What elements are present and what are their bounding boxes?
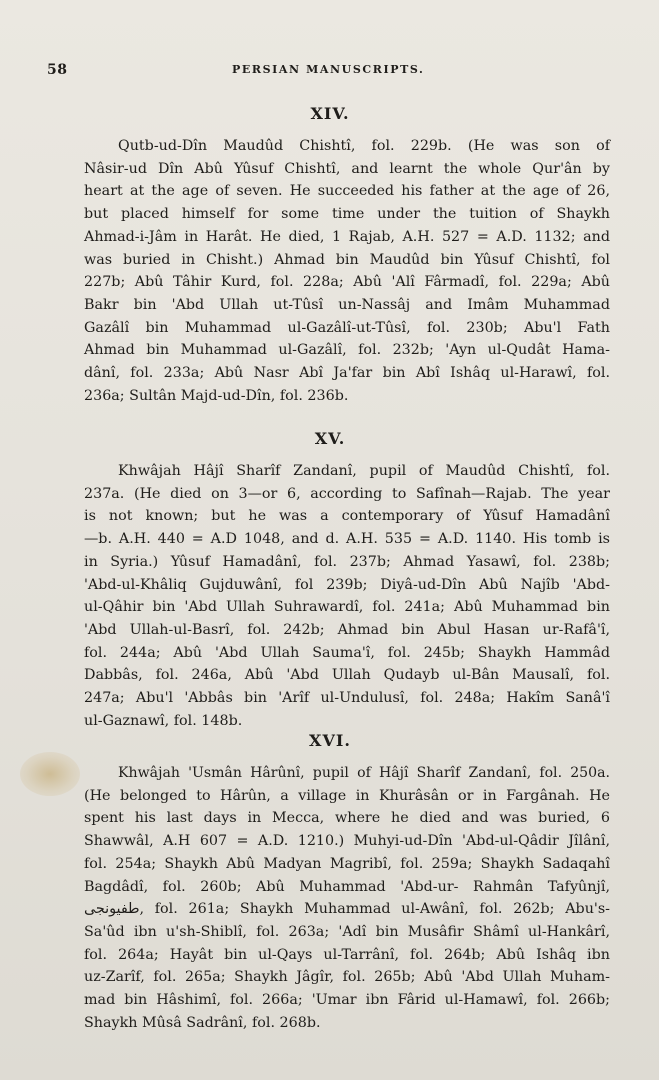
text-line: 'Abd Ullah-ul-Basrî, fol. 242b; Ahmad bin Abul Hasan ur-Rafâ'î, [84,621,610,638]
section-paragraph [50,460,610,732]
text-line: Qutb-ud-Dîn Maudûd Chishtî, fol. 229b. (He was son of [118,138,610,154]
text-line: heart at the age of seven. He succeeded his father at the age of 26, [84,183,610,200]
text-line: fol. 254a; Shaykh Abû Madyan Magribî, fol. 259a; Shaykh Sadaqahî [84,855,610,872]
section-heading: XIV. [310,104,350,123]
text-line: uz-Zarîf, fol. 265a; Shaykh Jâgîr, fol. 265b; Abû 'Abd Ullah Muham- [84,969,610,986]
text-line: spent his last days in Mecca, where he died and was buried, 6 [84,810,610,827]
text-line: Sa'ûd ibn u'sh-Shiblî, fol. 263a; 'Adî bin Musâfir Shâmî ul-Hankârî, [84,923,610,940]
section-xv [50,429,610,732]
section-paragraph [50,762,610,1034]
text-line: fol. 264a; Hayât bin ul-Qays ul-Tarrânî, fol. 264b; Abû Ishâq ibn [84,946,610,963]
text-line: 227b; Abû Tâhir Kurd, fol. 228a; Abû 'Alî Fârmadî, fol. 229a; Abû [84,274,610,291]
running-head: PERSIAN MANUSCRIPTS. [232,63,425,76]
section-xvi [50,731,610,1034]
text-line: 237a. (He died on 3—or 6, according to Safînah—Rajab. The year [84,485,610,502]
text-line: Ahmad-i-Jâm in Harât. He died, 1 Rajab, A.H. 527 = A.D. 1132; and [84,228,610,245]
text-line: Khwâjah Hâjî Sharîf Zandanî, pupil of Maudûd Chishtî, fol. [118,463,610,479]
section-paragraph [50,135,610,407]
section-heading: XV. [314,429,346,448]
text-line: Khwâjah 'Usmân Hârûnî, pupil of Hâjî Sharîf Zandanî, fol. 250a. [118,765,610,781]
text-line: ul-Qâhir bin 'Abd Ullah Suhrawardî, fol. 241a; Abû Muhammad bin [84,599,610,616]
section-heading: XVI. [309,731,351,750]
text-line: ul-Gaznawî, fol. 148b. [84,712,243,729]
text-line: Bagdâdî, fol. 260b; Abû Muhammad 'Abd-ur- Rahmân Tafyûnjî, [84,878,610,895]
text-line: dânî, fol. 233a; Abû Nasr Abî Ja'far bin Abî Ishâq ul-Harawî, fol. [84,365,610,382]
text-line: —b. A.H. 440 = A.D 1048, and d. A.H. 535 = A.D. 1140. His tomb is [84,531,610,548]
text-line: 247a; Abu'l 'Abbâs bin 'Arîf ul-Undulusî, fol. 248a; Hakîm Sanâ'î [84,690,610,707]
text-line: Dabbâs, fol. 246a, Abû 'Abd Ullah Qudayb ul-Bân Mausalî, fol. [84,667,610,684]
text-line: fol. 244a; Abû 'Abd Ullah Sauma'î, fol. 245b; Shaykh Hammâd [84,644,610,661]
text-line: mad bin Hâshimî, fol. 266a; 'Umar ibn Fârid ul-Hamawî, fol. 266b; [84,992,610,1009]
section-xiv [50,104,610,407]
text-line: 236a; Sultân Majd-ud-Dîn, fol. 236b. [84,387,349,404]
text-line: Shaykh Mûsâ Sadrânî, fol. 268b. [84,1014,321,1031]
text-line: was buried in Chisht.) Ahmad bin Maudûd bin Yûsuf Chishtî, fol [84,251,610,268]
text-line: Shawwâl, A.H 607 = A.D. 1210.) Muhyi-ud-Dîn 'Abd-ul-Qâdir Jîlânî, [84,833,610,850]
text-line: but placed himself for some time under the tuition of Shaykh [84,206,610,223]
text-line: 'Abd-ul-Khâliq Gujduwânî, fol 239b; Diyâ-ud-Dîn Abû Najîb 'Abd- [84,576,610,593]
text-line: in Syria.) Yûsuf Hamadânî, fol. 237b; Ahmad Yasawî, fol. 238b; [84,553,610,570]
page-number: 58 [47,62,68,78]
text-line: Bakr bin 'Abd Ullah ut-Tûsî un-Nassâj and Imâm Muhammad [84,296,610,313]
text-line: Ahmad bin Muhammad ul-Gazâlî, fol. 232b; 'Ayn ul-Qudât Hama- [84,342,610,359]
text-line: Gazâlî bin Muhammad ul-Gazâlî-ut-Tûsî, fol. 230b; Abu'l Fath [84,319,610,336]
text-line: طفيونجى, fol. 261a; Shaykh Muhammad ul-Awânî, fol. 262b; Abu's- [84,901,610,918]
text-line: (He belonged to Hârûn, a village in Khurâsân or in Fargânah. He [84,787,610,804]
text-line: Nâsir-ud Dîn Abû Yûsuf Chishtî, and learnt the whole Qur'ân by [84,160,610,177]
text-line: is not known; but he was a contemporary of Yûsuf Hamadânî [84,508,610,525]
